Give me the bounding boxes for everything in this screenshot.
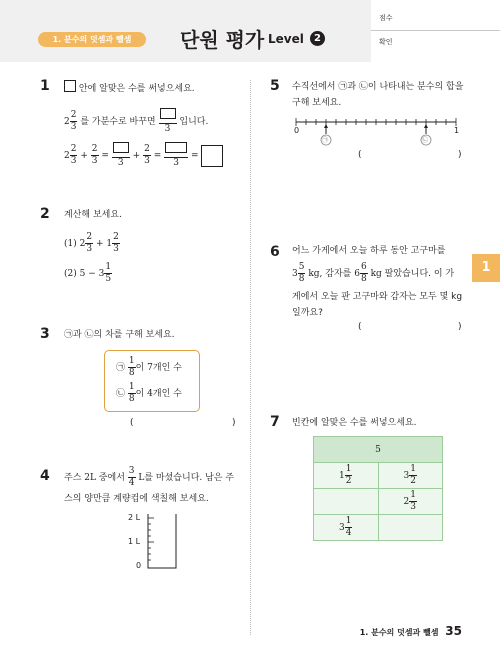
q3-answer-open: ( bbox=[130, 418, 134, 428]
q3-prompt: ㉠과 ㉡의 차를 구해 보세요. bbox=[64, 330, 175, 340]
q3-answer-close: ) bbox=[232, 418, 236, 428]
unit-chip: 1. 분수의 덧셈과 뺄셈 bbox=[38, 32, 146, 47]
score-divider bbox=[371, 30, 500, 31]
answer-box[interactable] bbox=[201, 145, 223, 167]
axis-end: 1 bbox=[454, 126, 460, 135]
q7-prompt: 빈칸에 알맞은 수를 써넣으세요. bbox=[292, 418, 417, 428]
q2-prompt: 계산해 보세요. bbox=[64, 210, 122, 220]
cup-label-0: 0 bbox=[136, 561, 142, 570]
side-tab: 1 bbox=[472, 254, 500, 282]
footer bbox=[360, 624, 462, 638]
answer-box-icon bbox=[64, 80, 76, 92]
q5-answer-close: ) bbox=[458, 150, 462, 160]
q6-line4: 일까요? bbox=[292, 308, 323, 318]
q6-answer-open: ( bbox=[358, 322, 362, 332]
mixed-whole: 2 bbox=[64, 117, 70, 127]
table-cell: 3 $\frac{1}{2}$ bbox=[378, 463, 443, 489]
table-cell: 2 $\frac{1}{3}$ bbox=[378, 489, 443, 515]
check-label: 확인 bbox=[379, 38, 393, 46]
table-blank-cell[interactable] bbox=[378, 515, 443, 541]
table-cell: 1 $\frac{1}{2}$ bbox=[314, 463, 379, 489]
q6-line3: 게에서 오늘 판 고구마와 감자는 모두 몇 kg bbox=[292, 292, 463, 302]
cup-label-1l: 1 L bbox=[128, 537, 141, 546]
level-number: 2 bbox=[310, 31, 325, 46]
score-label: 점수 bbox=[379, 14, 393, 22]
q6-answer-field[interactable] bbox=[366, 318, 454, 334]
q5-line2: 구해 보세요. bbox=[292, 98, 342, 108]
q7-number: 7 bbox=[270, 414, 280, 430]
q1-number: 1 bbox=[40, 78, 50, 94]
table-cell: 3 $\frac{1}{4}$ bbox=[314, 515, 379, 541]
q2-item-1: (1) 2 $\frac{2}{3}$ + 1 $\frac{2}{3}$ bbox=[64, 232, 119, 254]
q1-line1 bbox=[64, 108, 208, 135]
table-blank-cell[interactable] bbox=[314, 489, 379, 515]
q5-answer-field[interactable] bbox=[366, 146, 454, 162]
mark-b: ㉡ bbox=[422, 137, 429, 144]
q1-prompt-text: 안에 알맞은 수를 써넣으세요. bbox=[78, 84, 195, 94]
answer-fraction-box[interactable]: 3 bbox=[112, 142, 130, 169]
q1-text-a: 를 가분수로 바꾸면 bbox=[80, 117, 156, 127]
q4-line1: 주스 2L 중에서 $\frac{3}{4}$ L를 마셨습니다. 남은 주 bbox=[64, 466, 235, 488]
q5-answer-open: ( bbox=[358, 150, 362, 160]
score-box bbox=[371, 0, 500, 62]
page-number: 35 bbox=[445, 624, 462, 638]
q5-line1: 수직선에서 ㉠과 ㉡이 나타내는 분수의 합을 bbox=[292, 82, 464, 92]
level-label: Level bbox=[268, 32, 304, 46]
q6-line1: 어느 가게에서 오늘 하루 동안 고구마를 bbox=[292, 246, 446, 256]
answer-fraction-box[interactable]: 3 bbox=[159, 108, 177, 135]
q1-text-b: 입니다. bbox=[179, 117, 209, 127]
q1-line2: 2 $\frac{2}{3}$ + $\frac{2}{3}$ = 3 + $\frac{2}{3}$ = 3 = bbox=[64, 142, 223, 169]
q3-condition-1: ㉠ $\frac{1}{8}$ 이 7개인 수 bbox=[116, 356, 182, 378]
q2-number: 2 bbox=[40, 206, 50, 222]
q4-line2: 스의 양만큼 계량컵에 색칠해 보세요. bbox=[64, 494, 209, 504]
axis-start: 0 bbox=[294, 126, 300, 135]
q3-answer-field[interactable] bbox=[138, 414, 228, 430]
fraction: $\frac{2}{3}$ bbox=[70, 110, 77, 132]
q6-line2: 3 $\frac{5}{8}$ kg, 감자를 6 $\frac{6}{8}$ kg 팔았습니다. 이 가 bbox=[292, 262, 455, 284]
answer-fraction-box[interactable]: 3 bbox=[164, 142, 188, 169]
q1-prompt bbox=[64, 80, 195, 96]
fraction-table bbox=[313, 436, 443, 541]
footer-unit: 1. 분수의 덧셈과 뺄셈 bbox=[359, 628, 439, 637]
q5-number: 5 bbox=[270, 78, 280, 94]
q4-number: 4 bbox=[40, 468, 50, 484]
measuring-cup[interactable] bbox=[146, 512, 194, 572]
mark-a: ㉠ bbox=[322, 137, 329, 144]
table-header: 5 bbox=[314, 437, 443, 463]
q6-answer-close: ) bbox=[458, 322, 462, 332]
page-title: 단원 평가 bbox=[180, 28, 265, 52]
q2-item-2: (2) 5 − 3 $\frac{1}{5}$ bbox=[64, 262, 112, 284]
q6-number: 6 bbox=[270, 244, 280, 260]
cup-label-2l: 2 L bbox=[128, 513, 141, 522]
q3-number: 3 bbox=[40, 326, 50, 342]
q3-condition-2: ㉡ $\frac{1}{8}$ 이 4개인 수 bbox=[116, 382, 182, 404]
column-divider bbox=[250, 80, 251, 635]
